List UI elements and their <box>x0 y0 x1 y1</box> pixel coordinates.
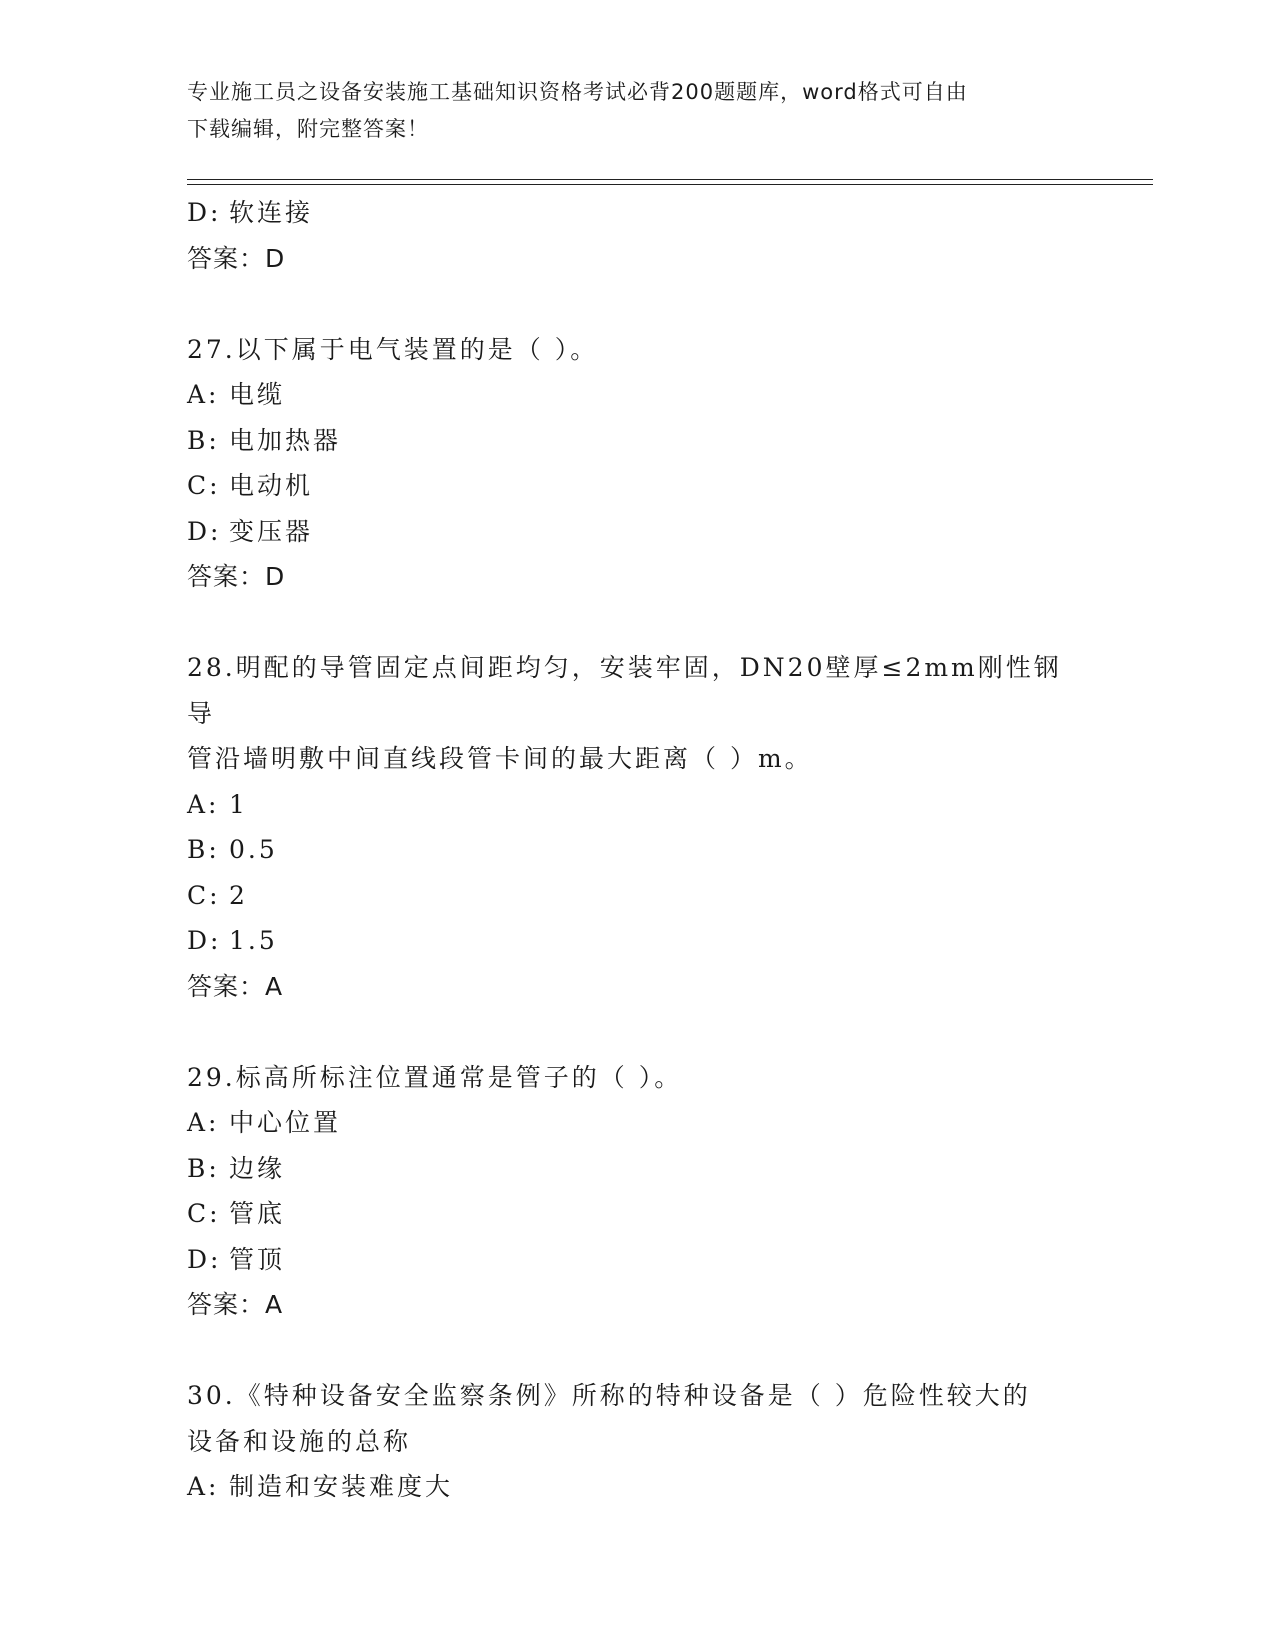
option-label: A: <box>187 789 220 819</box>
option-text: 制造和安装难度大 <box>229 1472 454 1501</box>
option-label: C: <box>187 471 221 500</box>
question-28-option-c <box>187 873 1087 919</box>
option-text: 管底 <box>229 1199 286 1228</box>
question-30-text-line-1: 30.《特种设备安全监察条例》所称的特种设备是（ ）危险性较大的 <box>187 1381 1031 1410</box>
header-divider-bottom <box>187 184 1153 185</box>
header-line-2: 下载编辑，附完整答案！ <box>187 117 429 141</box>
question-29-option-c <box>187 1191 1087 1237</box>
header-divider-top <box>187 179 1153 180</box>
question-28-option-a <box>187 782 1087 828</box>
spacer <box>187 1328 1087 1374</box>
question-28-option-b <box>187 827 1087 873</box>
option-label: A: <box>187 1472 220 1501</box>
option-label: D: <box>187 1244 222 1274</box>
option-label: B: <box>187 835 220 864</box>
option-label: D: <box>187 516 222 546</box>
option-text: 变压器 <box>229 516 314 546</box>
question-28-answer: 答案：A <box>187 971 284 1001</box>
option-text: 中心位置 <box>229 1108 342 1137</box>
spacer <box>187 1009 1087 1055</box>
document-header <box>187 74 1087 148</box>
question-28-text-line-1: 28.明配的导管固定点间距均匀，安装牢固，DN20壁厚≤2mm刚性钢导 <box>187 653 1062 728</box>
option-text: 电缆 <box>229 380 286 409</box>
option-text: 2 <box>229 880 248 910</box>
question-29-answer: 答案：A <box>187 1290 284 1319</box>
option-text: 1.5 <box>229 926 278 955</box>
header-line-1: 专业施工员之设备安装施工基础知识资格考试必背200题题库，word格式可自由 <box>187 80 968 104</box>
question-27-option-c <box>187 463 1087 509</box>
option-text: 1 <box>229 789 248 819</box>
option-label: C: <box>187 1199 221 1228</box>
question-29-text: 29.标高所标注位置通常是管子的（ ）。 <box>187 1062 683 1092</box>
option-label: B: <box>187 1153 220 1183</box>
option-label: D: <box>187 198 222 227</box>
question-list <box>187 190 1087 1510</box>
question-29-option-b <box>187 1146 1087 1192</box>
option-text: 电动机 <box>229 471 314 500</box>
option-label: A: <box>187 380 220 409</box>
option-text: 0.5 <box>229 835 278 864</box>
option-text: 软连接 <box>229 198 314 227</box>
option-text: 管顶 <box>229 1244 286 1274</box>
prev-option-d <box>187 190 1087 236</box>
question-29-option-a <box>187 1100 1087 1146</box>
question-27-text: 27.以下属于电气装置的是（ ）。 <box>187 334 599 364</box>
question-30-option-a <box>187 1464 1087 1510</box>
option-label: C: <box>187 880 221 910</box>
question-28-text-line-2: 管沿墙明敷中间直线段管卡间的最大距离（ ）m。 <box>187 744 813 773</box>
question-30-text-line-2: 设备和设施的总称 <box>187 1426 412 1456</box>
question-27-option-a <box>187 372 1087 418</box>
question-27-option-b <box>187 418 1087 464</box>
question-27-answer: 答案：D <box>187 562 286 591</box>
prev-answer: 答案：D <box>187 243 286 273</box>
option-label: B: <box>187 425 220 455</box>
spacer <box>187 281 1087 327</box>
option-text: 电加热器 <box>229 425 342 455</box>
question-28-option-d <box>187 918 1087 964</box>
option-text: 边缘 <box>229 1153 286 1183</box>
option-label: D: <box>187 926 222 955</box>
spacer <box>187 600 1087 646</box>
question-29-option-d <box>187 1237 1087 1283</box>
option-label: A: <box>187 1108 220 1137</box>
question-27-option-d <box>187 509 1087 555</box>
